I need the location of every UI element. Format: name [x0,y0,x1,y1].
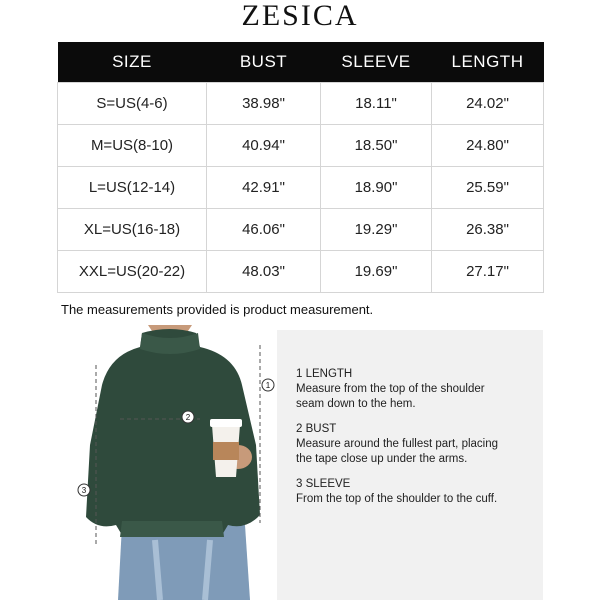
sweater-illustration [60,325,280,600]
cell-sleeve: 19.69" [321,250,432,292]
instructions-panel [277,330,543,600]
cell-bust: 42.91" [207,166,321,208]
cell-bust: 38.98" [207,82,321,124]
cell-sleeve: 18.90" [321,166,432,208]
cell-sleeve: 19.29" [321,208,432,250]
instruction-text: Measure from the top of the shoulder [296,383,485,395]
instruction-sleeve [296,477,536,507]
marker-1 [262,379,274,391]
cell-length: 25.59" [432,166,544,208]
table-row [58,208,544,250]
table-header-row [58,42,544,82]
instruction-text: From the top of the shoulder to the cuff. [296,493,498,505]
instruction-bust [296,422,536,467]
marker-3-label: 3 [81,486,87,495]
header-length: LENGTH [432,42,544,82]
header-sleeve: SLEEVE [321,42,432,82]
cell-length: 24.02" [432,82,544,124]
cell-length: 24.80" [432,124,544,166]
size-chart-table [57,42,544,293]
table-row [58,166,544,208]
table-row [58,124,544,166]
cell-sleeve: 18.11" [321,82,432,124]
cell-length: 27.17" [432,250,544,292]
instruction-title: 1 LENGTH [296,368,353,380]
cell-bust: 46.06" [207,208,321,250]
brand-logo: ZESICA [241,0,359,32]
marker-1-label: 1 [265,381,271,390]
header-size: SIZE [58,42,207,82]
instruction-length [296,367,536,412]
header-bust: BUST [207,42,321,82]
cell-sleeve: 18.50" [321,124,432,166]
cell-bust: 48.03" [207,250,321,292]
instruction-title: 3 SLEEVE [296,478,351,490]
cell-size: M=US(8-10) [58,124,207,166]
table-row [58,82,544,124]
cell-bust: 40.94" [207,124,321,166]
instruction-text: the tape close up under the arms. [296,453,468,465]
cell-size: XXL=US(20-22) [58,250,207,292]
table-row [58,250,544,292]
instruction-title: 2 BUST [296,423,337,435]
instruction-text: seam down to the hem. [296,398,416,410]
cell-size: XL=US(16-18) [58,208,207,250]
marker-2 [182,411,194,423]
marker-3 [78,484,90,496]
measurement-note: The measurements provided is product measurement. [61,302,374,317]
cell-size: S=US(4-6) [58,82,207,124]
cell-size: L=US(12-14) [58,166,207,208]
sweater-hem [120,521,224,537]
marker-2-label: 2 [185,413,191,422]
cell-length: 26.38" [432,208,544,250]
instruction-text: Measure around the fullest part, placing [296,438,499,450]
